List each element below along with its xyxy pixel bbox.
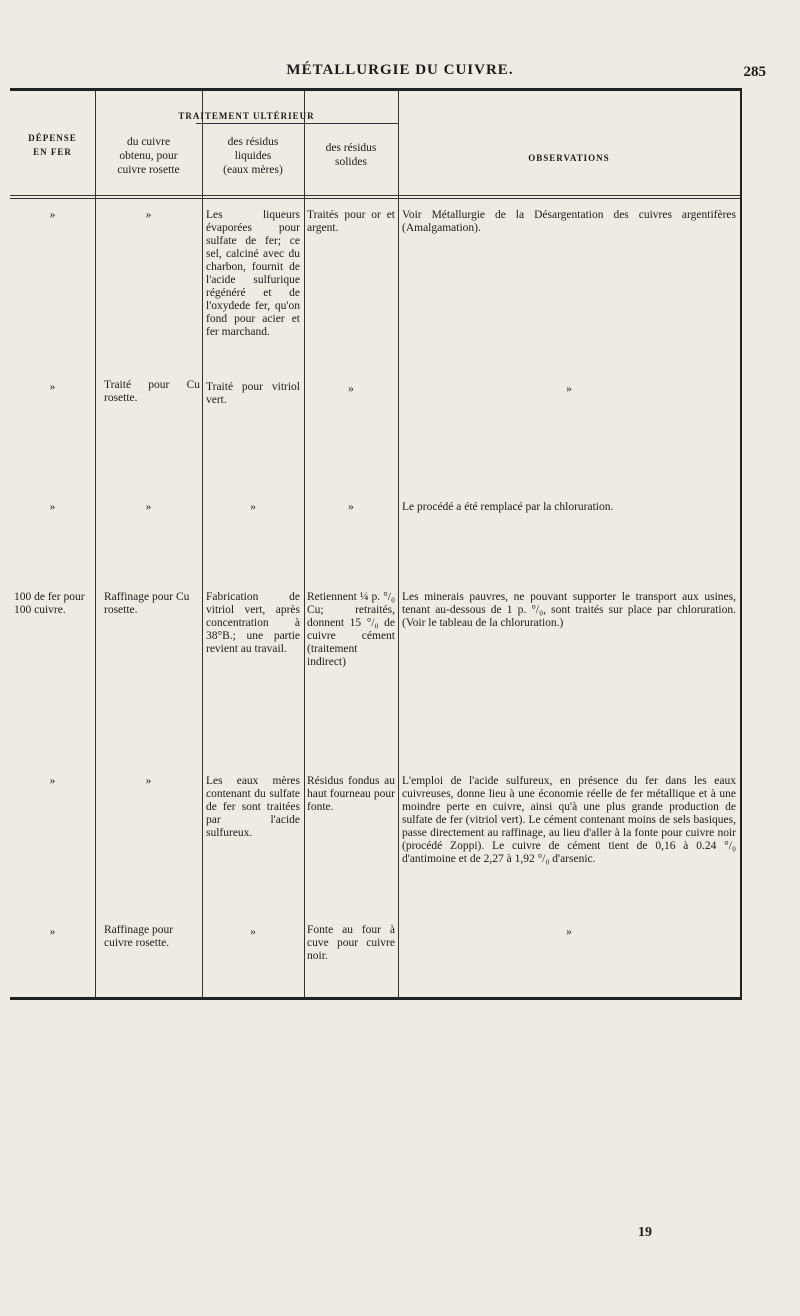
header-rule [10,195,740,196]
cell-cuivre: » [145,775,152,787]
cell-depense: 100 de fer pour 100 cuivre. [14,591,85,616]
cell-depense: » [49,501,56,513]
cell-liquides: Fabrication de vitriol vert, après concentration à 38°B.; une partie revient au travail. [206,591,300,655]
cell-solides: Résidus fondus au haut fourneau pour fonte. [307,775,395,813]
cell-liquides: Traité pour vitriol vert. [206,381,300,406]
column-divider [304,91,305,997]
cell-observations: L'emploi de l'acide sulfureux, en présence du fer dans les eaux cuivreuses, donne lieu à une économie réelle de fer métallique et à une moindre perte en cuivre, ainsi qu'à une plus grande production de sulfate de fer (vitriol vert). Le cément contenant moins de sels basiques, passe directement au raffinage, au lieu d'aller à la fonte pour cuivre noir (procédé Zoppi). Le cuivre de cément tient de 0,16 à 0.24 °/₀ d'antimoine et de 2,27 à 1,92 °/₀ d'arsenic. [402,775,736,865]
header-observations: OBSERVATIONS [528,153,610,163]
cell-liquides: » [250,926,256,938]
header-rule [10,198,740,199]
cell-observations: Le procédé a été remplacé par la chloruration. [402,501,614,513]
cell-solides: » [348,501,354,513]
header-residus-solides: des résidus solides [325,142,377,168]
cell-depense: » [49,775,56,787]
cell-liquides: Les liqueurs évaporées pour sulfate de fer; ce sel, calciné avec du charbon, fournit de l'acide sulfurique régénéré et de l'oxydede fer, qu'on fond pour acier et fer marchand. [206,209,300,338]
header-rule [196,123,398,124]
cell-observations: Les minerais pauvres, ne pouvant supporter le transport aux usines, tenant au-dessous de 1 p. °/₀, sont traités sur place par chloruration. (Voir le tableau de la chloruration.) [402,591,736,629]
cell-solides: Fonte au four à cuve pour cuivre noir. [307,924,395,962]
cell-observations: » [566,383,572,395]
cell-liquides: » [250,501,256,513]
folio: 19 [638,1225,652,1240]
header-cuivre: du cuivre obtenu, pour cuivre rosette [117,136,180,176]
cell-cuivre: » [145,209,152,221]
cell-depense: » [49,926,56,938]
cell-cuivre: Raffinage pour Cu rosette. [104,591,190,616]
cell-cuivre: Traité pour Cu rosette. [104,379,200,404]
header-residus-liquides: des résidus liquides (eaux mères) [223,136,283,176]
header-traitement: TRAITEMENT ULTÉRIEUR [178,111,315,121]
cell-observations: Voir Métallurgie de la Désargentation des cuivres argentifères (Amalgamation). [402,209,736,234]
page-number: 285 [743,64,766,80]
header-depense: DÉPENSE EN FER [28,133,77,157]
page-title: MÉTALLURGIE DU CUIVRE. [286,62,514,78]
data-table [10,88,742,1000]
cell-cuivre: » [145,501,152,513]
cell-solides: Traités pour or et argent. [307,209,395,234]
cell-solides: Retiennent ¼ p. °/₀ Cu; retraités, donnent 15 °/₀ de cuivre cément (traitement indirect) [307,591,395,668]
column-divider [95,91,96,997]
cell-observations: » [566,926,572,938]
cell-cuivre: Raffinage pour cuivre rosette. [104,924,174,949]
cell-solides: » [348,383,354,395]
column-divider [398,91,399,997]
cell-depense: » [49,381,56,393]
cell-depense: » [49,209,56,221]
cell-liquides: Les eaux mères contenant du sulfate de fer sont traitées par l'acide sulfureux. [206,775,300,839]
column-divider [202,91,203,997]
